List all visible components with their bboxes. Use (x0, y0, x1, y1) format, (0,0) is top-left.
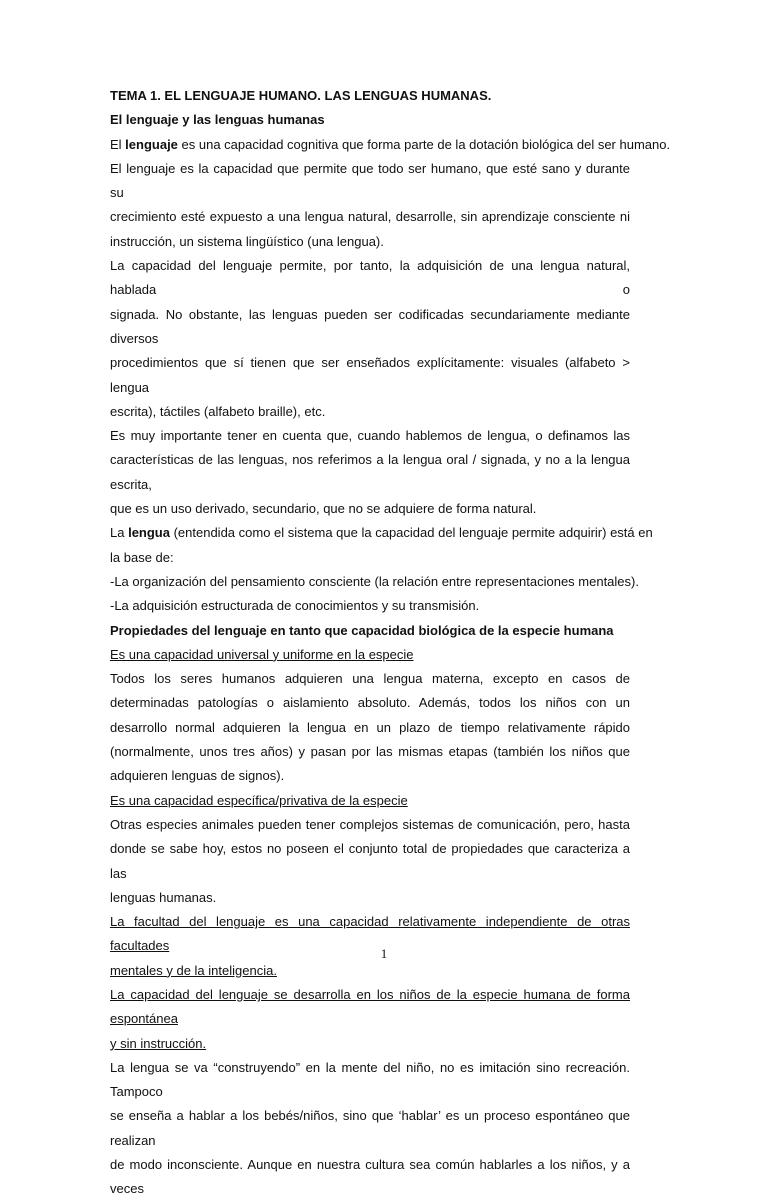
paragraph-text: El (110, 136, 126, 152)
paragraph-line: que es un uso derivado, secundario, que no se adquiere de forma natural. (110, 501, 537, 517)
section-heading-propiedades: Propiedades del lenguaje en tanto que capacidad biológica de la especie humana (110, 622, 614, 638)
section-heading-lenguaje-y-lenguas: El lenguaje y las lenguas humanas (110, 112, 325, 128)
paragraph-text: La (110, 525, 129, 541)
subheading-espontanea: La capacidad del lenguaje se desarrolla en los niños de la especie humana de forma espontánea (110, 986, 630, 1027)
subheading-universal: Es una capacidad universal y uniforme en la especie (110, 646, 414, 662)
paragraph-line: adquieren lenguas de signos). (110, 768, 285, 784)
paragraph-definicion-lengua (110, 521, 653, 545)
paragraph-line: desarrollo normal adquieren la lengua en un plazo de tiempo relativamente rápido (110, 719, 630, 735)
paragraph-line: (normalmente, unos tres años) y pasan por las mismas etapas (también los niños que (110, 744, 630, 760)
paragraph-line: Es muy importante tener en cuenta que, cuando hablemos de lengua, o definamos las (110, 428, 630, 444)
paragraph-line: características de las lenguas, nos referimos a la lengua oral / signada, y no a la lengua escrita, (110, 452, 630, 492)
paragraph-line: crecimiento esté expuesto a una lengua natural, desarrolle, sin aprendizaje consciente ni (110, 209, 630, 225)
subheading-independiente: mentales y de la inteligencia. (110, 962, 277, 978)
subheading-independiente: La facultad del lenguaje es una capacidad relativamente independiente de otras facultades (110, 914, 630, 954)
paragraph-line: instrucción, un sistema lingüístico (una lengua). (110, 233, 384, 249)
paragraph-line: El lenguaje es la capacidad que permite que todo ser humano, que esté sano y durante su (110, 160, 630, 201)
list-item: -La adquisición estructurada de conocimientos y su transmisión. (110, 598, 480, 614)
document-page (110, 84, 671, 1202)
paragraph-line: Otras especies animales pueden tener complejos sistemas de comunicación, pero, hasta (110, 816, 630, 832)
subheading-espontanea: y sin instrucción. (110, 1035, 207, 1051)
paragraph-line: La lengua se va “construyendo” en la mente del niño, no es imitación sino recreación. Tampoco (110, 1059, 630, 1100)
paragraph-line: lenguas humanas. (110, 889, 217, 905)
paragraph-line: donde se sabe hoy, estos no poseen el conjunto total de propiedades que caracteriza a las (110, 841, 630, 881)
subheading-especifica: Es una capacidad específica/privativa de la especie (110, 792, 408, 808)
paragraph-line: de modo inconsciente. Aunque en nuestra cultura sea común hablarles a los niños, y a veces (110, 1157, 630, 1197)
list-item: -La organización del pensamiento consciente (la relación entre representaciones mentales). (110, 573, 639, 589)
bold-term-lengua: lengua (128, 525, 170, 541)
page-number: 1 (380, 946, 388, 961)
paragraph-line: La capacidad del lenguaje permite, por tanto, la adquisición de una lengua natural, hablada o (110, 258, 630, 298)
paragraph-line: se enseña a hablar a los bebés/niños, sino que ‘hablar’ es un proceso espontáneo que realizan (110, 1108, 630, 1148)
paragraph-line: Todos los seres humanos adquieren una lengua materna, excepto en casos de (110, 671, 630, 687)
paragraph-line: signada. No obstante, las lenguas pueden ser codificadas secundariamente mediante diversos (110, 306, 630, 346)
paragraph-line: procedimientos que sí tienen que ser enseñados explícitamente: visuales (alfabeto > lengua (110, 355, 630, 395)
bold-term-lenguaje: lenguaje (125, 136, 178, 152)
paragraph-line: la base de: (110, 549, 174, 565)
paragraph-definicion-lenguaje (110, 133, 671, 157)
paragraph-line: determinadas patologías o aislamiento absoluto. Además, todos los niños con un (110, 695, 630, 711)
document-title: TEMA 1. EL LENGUAJE HUMANO. LAS LENGUAS HUMANAS. (110, 88, 492, 103)
paragraph-text: (entendida como el sistema que la capacidad del lenguaje permite adquirir) está en (169, 525, 653, 541)
paragraph-text: es una capacidad cognitiva que forma parte de la dotación biológica del ser humano. (177, 136, 671, 152)
paragraph-line: escrita), táctiles (alfabeto braille), etc. (110, 403, 326, 419)
